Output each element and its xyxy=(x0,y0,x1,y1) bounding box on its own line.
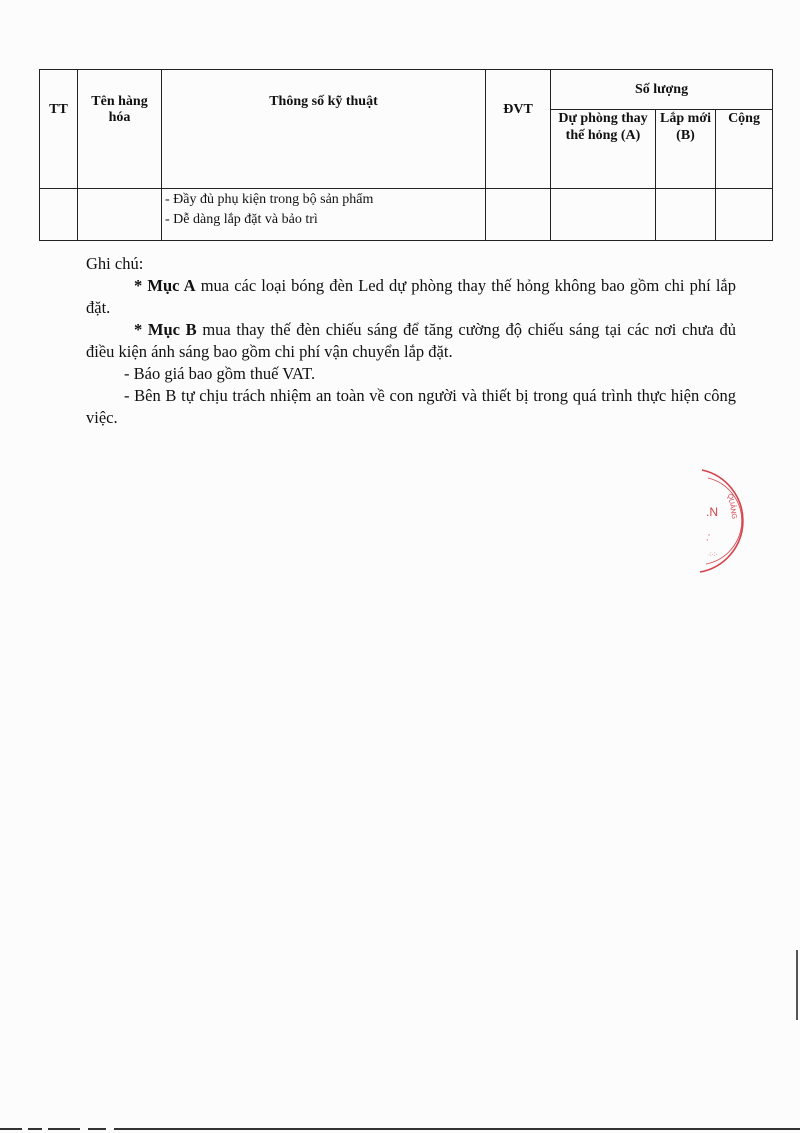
header-tt: TT xyxy=(40,70,78,189)
seal-text: QUẢNG xyxy=(726,493,738,520)
footer-dashed-line xyxy=(0,1128,800,1130)
notes-heading: Ghi chú: xyxy=(86,254,144,273)
header-thong-so: Thông số kỹ thuật xyxy=(162,70,486,189)
spec-line: - Dễ dàng lắp đặt và bảo trì xyxy=(165,212,318,227)
svg-text:,': ,' xyxy=(706,533,710,542)
note-safety: - Bên B tự chịu trách nhiệm an toàn về con người và thiết bị trong quá trình thực hiện công việc. xyxy=(86,386,736,427)
note-a-prefix: * xyxy=(134,276,148,295)
cell-a xyxy=(551,189,656,241)
header-so-luong: Số lượng xyxy=(551,70,773,110)
cell-ten xyxy=(78,189,162,241)
spec-line: - Đầy đủ phụ kiện trong bộ sản phẩm xyxy=(165,192,374,207)
specification-table xyxy=(39,69,773,241)
cell-cong xyxy=(716,189,773,241)
note-b-prefix: * xyxy=(134,320,148,339)
cell-spec xyxy=(162,189,486,241)
note-item-b xyxy=(86,319,736,363)
header-du-phong: Dự phòng thay thế hỏng (A) xyxy=(551,110,656,189)
header-ten-hang-hoa: Tên hàng hóa xyxy=(78,70,162,189)
header-dvt: ĐVT xyxy=(486,70,551,189)
note-a-label: Mục A xyxy=(147,276,196,295)
notes-section xyxy=(86,253,736,429)
note-vat: - Báo giá bao gồm thuế VAT. xyxy=(124,364,316,383)
note-b-text: mua thay thế đèn chiếu sáng để tăng cường độ chiếu sáng tại các nơi chưa đủ điều kiện ánh sáng bao gồm chi phí vận chuyển lắp đặt. xyxy=(86,320,736,361)
note-a-text: mua các loại bóng đèn Led dự phòng thay thế hỏng không bao gồm chi phí lắp đặt. xyxy=(86,276,736,317)
cell-dvt xyxy=(486,189,551,241)
cell-tt xyxy=(40,189,78,241)
cell-b xyxy=(656,189,716,241)
header-lap-moi: Lắp mới (B) xyxy=(656,110,716,189)
table-row xyxy=(40,189,773,241)
svg-text:.N: .N xyxy=(706,505,718,519)
note-item-a xyxy=(86,275,736,319)
scan-edge-mark xyxy=(796,950,798,1020)
svg-text:·:·:·: ·:·:· xyxy=(708,552,718,558)
header-cong: Cộng xyxy=(716,110,773,189)
note-b-label: Mục B xyxy=(147,320,197,339)
red-seal-stamp xyxy=(690,460,750,580)
